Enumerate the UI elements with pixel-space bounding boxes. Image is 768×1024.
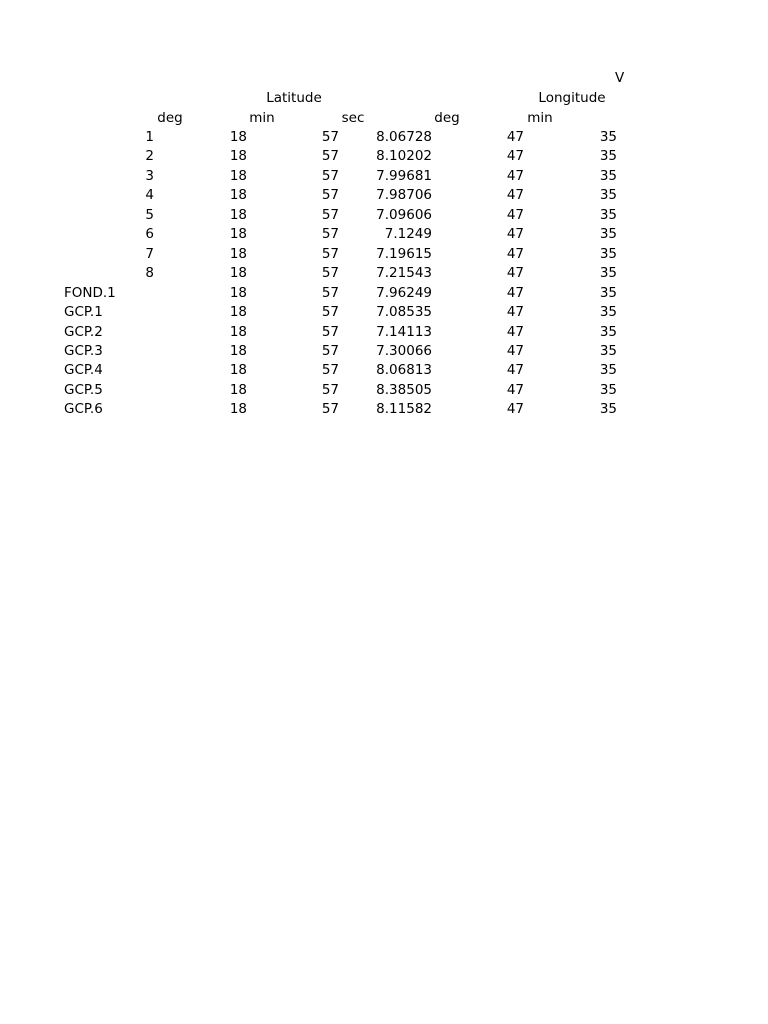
lon-deg-cell: 47 (506, 342, 524, 359)
lon-deg-cell: 47 (506, 381, 524, 398)
lon-min-cell: 35 (599, 148, 617, 165)
row-label: FOND.1 (64, 284, 116, 301)
lon-min-cell: 35 (599, 245, 617, 262)
lat-sec-cell: 7.21543 (376, 265, 432, 282)
lat-min-cell: 57 (321, 148, 339, 165)
lat-sec-cell: 7.19615 (376, 245, 432, 262)
lat-min-cell: 57 (321, 187, 339, 204)
lat-sec-cell: 8.06728 (376, 129, 432, 145)
lat-min-cell: 57 (321, 284, 339, 301)
clipped-column-header: V (615, 70, 625, 86)
lon-deg-cell: 47 (506, 148, 524, 165)
lon-deg-cell: 47 (506, 362, 524, 379)
lon-deg-cell: 47 (506, 284, 524, 301)
row-number: 3 (145, 167, 154, 184)
row-label: GCP.5 (64, 381, 103, 398)
lat-min-cell: 57 (321, 206, 339, 223)
lat-deg-cell: 18 (229, 265, 247, 282)
lon-deg-cell: 47 (506, 167, 524, 184)
row-number: 7 (145, 245, 154, 262)
lon-min-cell: 35 (599, 304, 617, 321)
lon-min-cell: 35 (599, 187, 617, 204)
row-number: 4 (145, 187, 154, 204)
lon-deg-cell: 47 (506, 265, 524, 282)
lat-sec-cell: 7.99681 (376, 167, 432, 184)
row-label: GCP.3 (64, 342, 103, 359)
lat-sec-cell: 7.08535 (376, 304, 432, 321)
lon-deg-cell: 47 (506, 245, 524, 262)
latitude-header: Latitude (266, 90, 322, 106)
lat-sec-cell: 7.30066 (376, 342, 432, 359)
lat-min-cell: 57 (321, 167, 339, 184)
lat-deg-cell: 18 (229, 148, 247, 165)
row-number: 6 (145, 226, 154, 243)
lat-deg-cell: 18 (229, 167, 247, 184)
lon-min-cell: 35 (599, 381, 617, 398)
lat-min-header: min (249, 110, 275, 126)
lat-sec-cell: 8.11582 (376, 401, 432, 418)
lat-min-cell: 57 (321, 381, 339, 398)
row-number: 2 (145, 148, 154, 165)
lon-deg-cell: 47 (506, 129, 524, 145)
row-label: GCP.1 (64, 304, 103, 321)
row-label: GCP.2 (64, 323, 103, 340)
row-number: 5 (145, 206, 154, 223)
lon-deg-cell: 47 (506, 187, 524, 204)
lat-deg-cell: 18 (229, 362, 247, 379)
lat-sec-cell: 8.06813 (376, 362, 432, 379)
lon-min-cell: 35 (599, 401, 617, 418)
lat-sec-cell: 8.38505 (376, 381, 432, 398)
row-label: GCP.6 (64, 401, 103, 418)
lat-deg-cell: 18 (229, 245, 247, 262)
lat-sec-cell: 7.1249 (384, 226, 432, 243)
lat-deg-cell: 18 (229, 284, 247, 301)
lon-deg-cell: 47 (506, 401, 524, 418)
lat-deg-cell: 18 (229, 304, 247, 321)
lat-deg-cell: 18 (229, 401, 247, 418)
lon-min-cell: 35 (599, 362, 617, 379)
lat-min-cell: 57 (321, 226, 339, 243)
lon-deg-cell: 47 (506, 226, 524, 243)
row-label: GCP.4 (64, 362, 103, 379)
lat-deg-cell: 18 (229, 206, 247, 223)
lon-deg-cell: 47 (506, 304, 524, 321)
lon-deg-cell: 47 (506, 206, 524, 223)
lat-min-cell: 57 (321, 265, 339, 282)
lat-deg-cell: 18 (229, 129, 247, 145)
lon-min-cell: 35 (599, 284, 617, 301)
lon-deg-header: deg (434, 110, 460, 126)
longitude-header: Longitude (538, 90, 606, 106)
lat-sec-cell: 7.96249 (376, 284, 432, 301)
lat-sec-cell: 8.10202 (376, 148, 432, 165)
lat-min-cell: 57 (321, 304, 339, 321)
lat-deg-cell: 18 (229, 226, 247, 243)
lon-min-cell: 35 (599, 342, 617, 359)
lon-deg-cell: 47 (506, 323, 524, 340)
lat-sec-cell: 7.98706 (376, 187, 432, 204)
row-number: 8 (145, 265, 154, 282)
lat-deg-cell: 18 (229, 323, 247, 340)
lon-min-header: min (527, 110, 553, 126)
lon-min-cell: 35 (599, 265, 617, 282)
lat-deg-cell: 18 (229, 381, 247, 398)
row-number: 1 (145, 129, 154, 145)
lat-min-cell: 57 (321, 401, 339, 418)
lat-sec-header: sec (341, 110, 365, 126)
lat-min-cell: 57 (321, 129, 339, 145)
lon-min-cell: 35 (599, 206, 617, 223)
lat-sec-cell: 7.09606 (376, 206, 432, 223)
lat-sec-cell: 7.14113 (376, 323, 432, 340)
lat-min-cell: 57 (321, 245, 339, 262)
lat-deg-header: deg (157, 110, 183, 126)
lat-deg-cell: 18 (229, 187, 247, 204)
lon-min-cell: 35 (599, 167, 617, 184)
lon-min-cell: 35 (599, 129, 617, 145)
lat-deg-cell: 18 (229, 342, 247, 359)
lat-min-cell: 57 (321, 362, 339, 379)
lat-min-cell: 57 (321, 342, 339, 359)
lat-min-cell: 57 (321, 323, 339, 340)
lon-min-cell: 35 (599, 226, 617, 243)
lon-min-cell: 35 (599, 323, 617, 340)
